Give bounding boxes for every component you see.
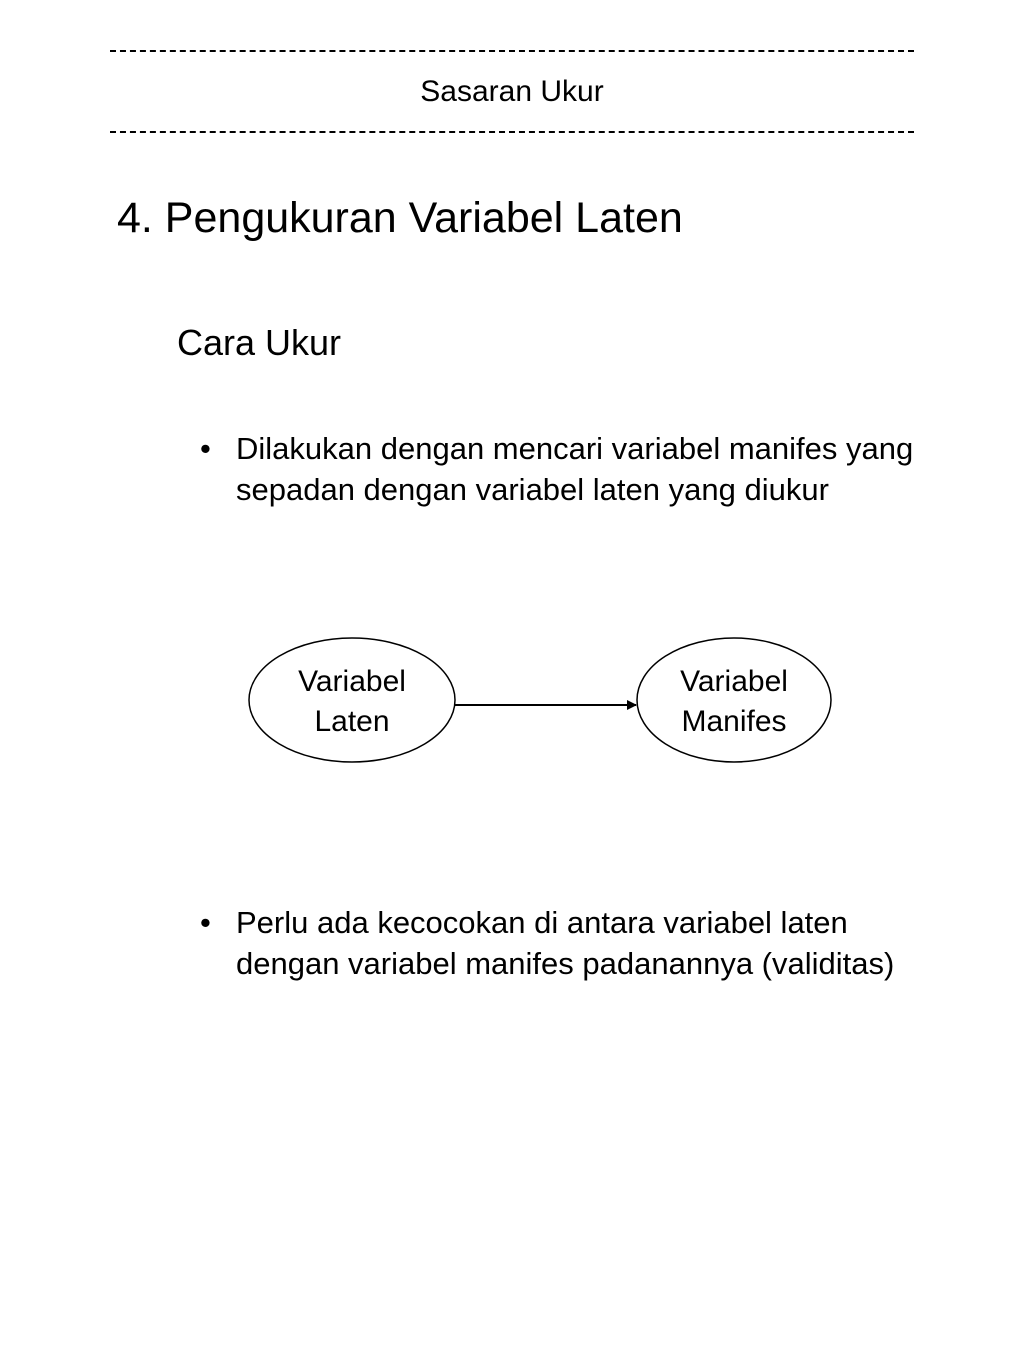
header-title: Sasaran Ukur xyxy=(420,75,604,108)
latent-node-label-line1: Variabel xyxy=(298,665,406,698)
section-title: 4. Pengukuran Variabel Laten xyxy=(117,194,683,242)
manifest-node-label-line1: Variabel xyxy=(680,665,788,698)
bullet-marker: • xyxy=(200,431,211,466)
latent-variable-node xyxy=(249,638,455,762)
bullet-marker: • xyxy=(200,905,211,940)
bullet-text: Dilakukan dengan mencari variabel manifes yang sepadan dengan variabel laten yang diukur xyxy=(236,431,914,507)
manifest-node-label-line2: Manifes xyxy=(681,705,787,738)
section-subheading: Cara Ukur xyxy=(177,322,342,363)
manifest-variable-node xyxy=(637,638,831,762)
latent-node-label-line2: Laten xyxy=(314,705,390,738)
bullet-text: Perlu ada kecocokan di antara variabel laten dengan variabel manifes padanannya (validitas) xyxy=(236,905,895,981)
